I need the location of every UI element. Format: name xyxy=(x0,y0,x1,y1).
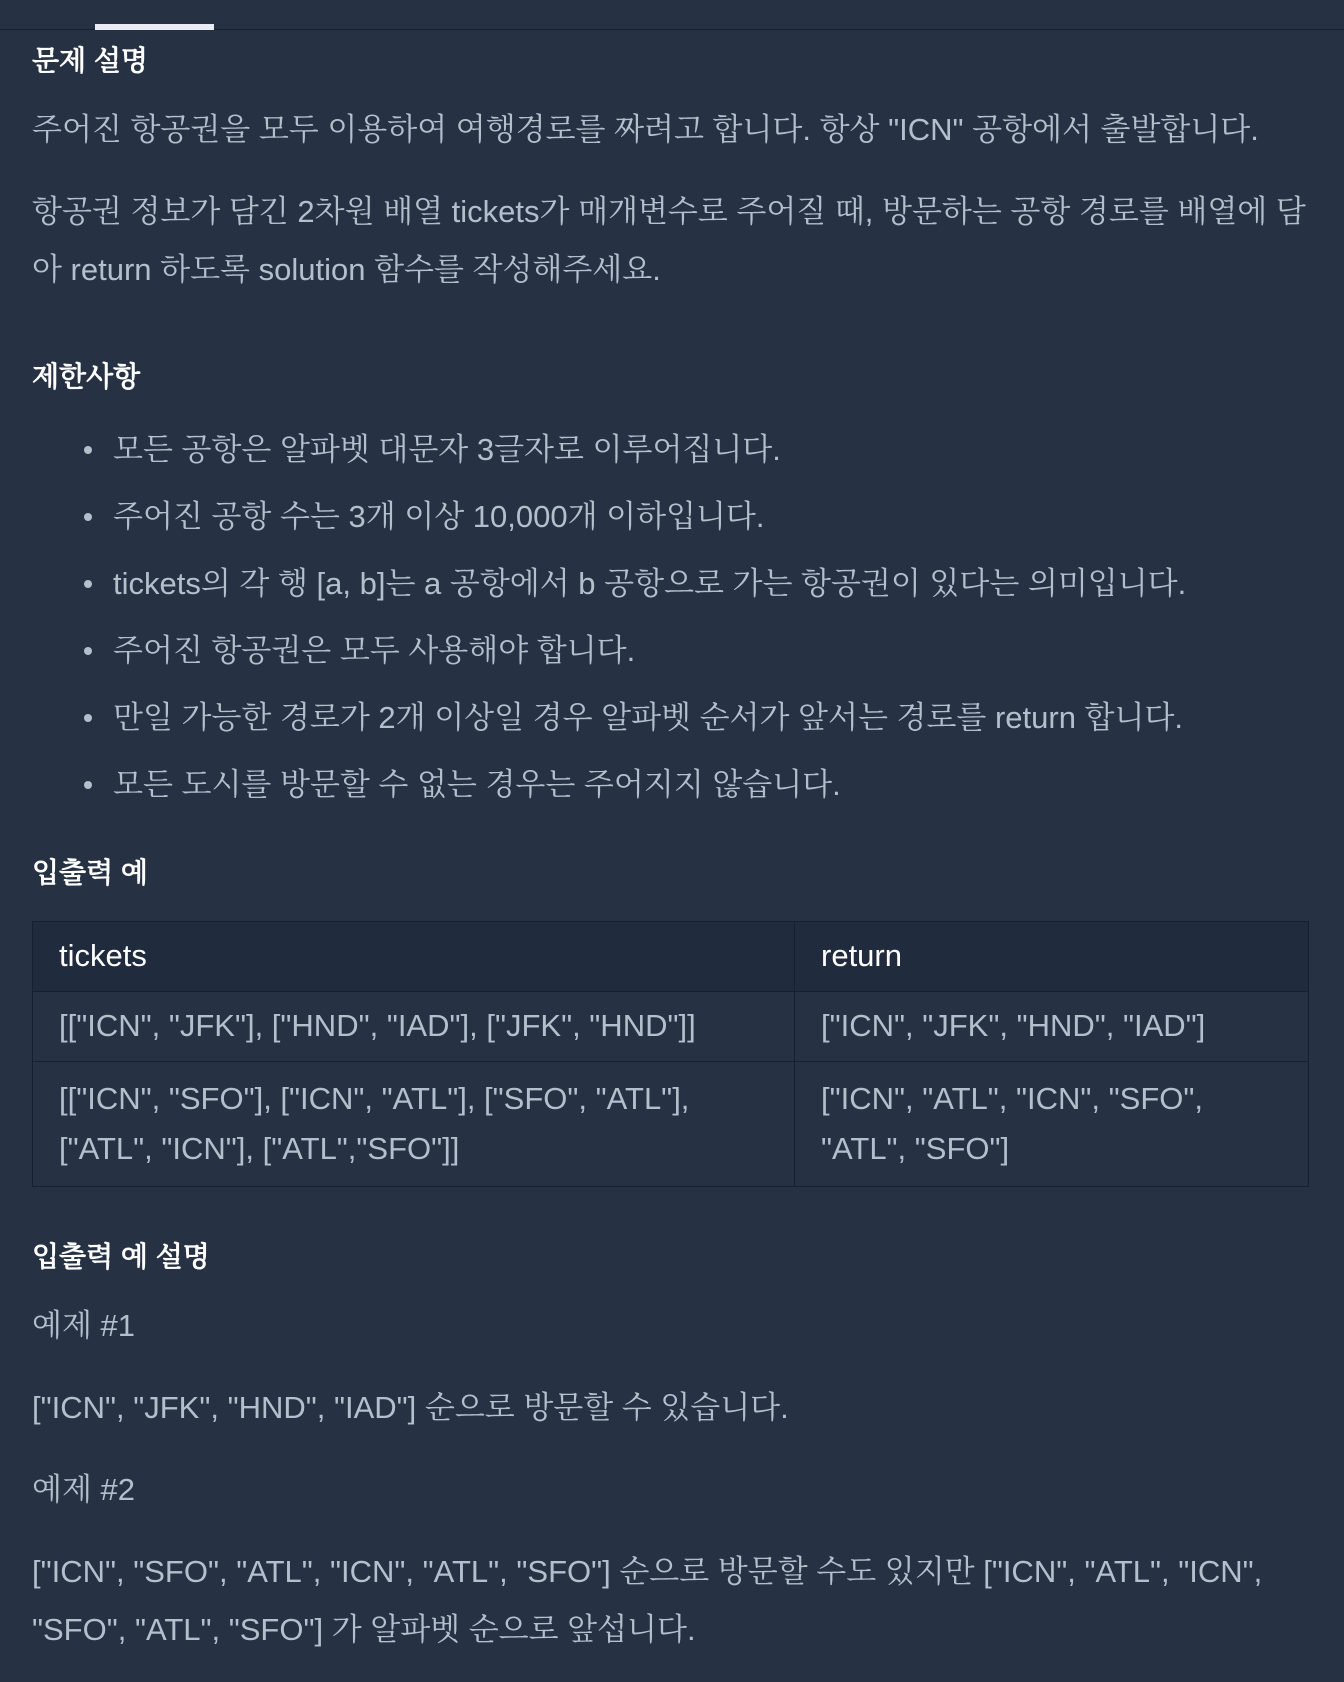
table-row xyxy=(33,1062,1309,1187)
constraints-list xyxy=(32,416,1310,818)
problem-description-heading: 문제 설명 xyxy=(32,45,148,76)
problem-content xyxy=(32,30,1310,1659)
column-header-tickets: tickets xyxy=(33,922,795,992)
column-header-return: return xyxy=(795,922,1309,992)
example-2-label: 예제 #2 xyxy=(32,1472,135,1507)
examples-heading: 입출력 예 xyxy=(32,857,148,888)
table-cell: [["ICN", "SFO"], ["ICN", "ATL"], ["SFO", "ATL"], ["ATL", "ICN"], ["ATL","SFO"]] xyxy=(33,1062,795,1187)
constraint-item: tickets의 각 행 [a, b]는 a 공항에서 b 공항으로 가는 항공권이 있다는 의미입니다. xyxy=(80,550,1310,617)
table-row xyxy=(33,992,1309,1062)
example-1-label: 예제 #1 xyxy=(32,1308,135,1343)
example-2-text: ["ICN", "SFO", "ATL", "ICN", "ATL", "SFO"] 순으로 방문할 수도 있지만 ["ICN", "ATL", "ICN", "SFO", "ATL", "SFO"] 가 알파벳 순으로 앞섭니다. xyxy=(32,1554,1263,1647)
examples-explanation-heading: 입출력 예 설명 xyxy=(32,1241,210,1272)
constraint-item: 만일 가능한 경로가 2개 이상일 경우 알파벳 순서가 앞서는 경로를 return 합니다. xyxy=(80,684,1310,751)
constraint-item: 모든 공항은 알파벳 대문자 3글자로 이루어집니다. xyxy=(80,416,1310,483)
constraint-item: 모든 도시를 방문할 수 없는 경우는 주어지지 않습니다. xyxy=(80,751,1310,818)
table-cell: ["ICN", "ATL", "ICN", "SFO", "ATL", "SFO"] xyxy=(795,1062,1309,1187)
table-cell: [["ICN", "JFK"], ["HND", "IAD"], ["JFK", "HND"]] xyxy=(33,992,795,1062)
problem-paragraph-1: 주어진 항공권을 모두 이용하여 여행경로를 짜려고 합니다. 항상 "ICN" 공항에서 출발합니다. xyxy=(32,112,1259,147)
table-header-row xyxy=(33,922,1309,992)
table-cell: ["ICN", "JFK", "HND", "IAD"] xyxy=(795,992,1309,1062)
examples-table xyxy=(32,921,1309,1187)
constraint-item: 주어진 공항 수는 3개 이상 10,000개 이하입니다. xyxy=(80,483,1310,550)
example-1-text: ["ICN", "JFK", "HND", "IAD"] 순으로 방문할 수 있습니다. xyxy=(32,1390,789,1425)
constraints-heading: 제한사항 xyxy=(32,361,141,392)
constraint-item: 주어진 항공권은 모두 사용해야 합니다. xyxy=(80,617,1310,684)
problem-paragraph-2: 항공권 정보가 담긴 2차원 배열 tickets가 매개변수로 주어질 때, 방문하는 공항 경로를 배열에 담아 return 하도록 solution 함수를 작성해주세요. xyxy=(32,194,1306,287)
